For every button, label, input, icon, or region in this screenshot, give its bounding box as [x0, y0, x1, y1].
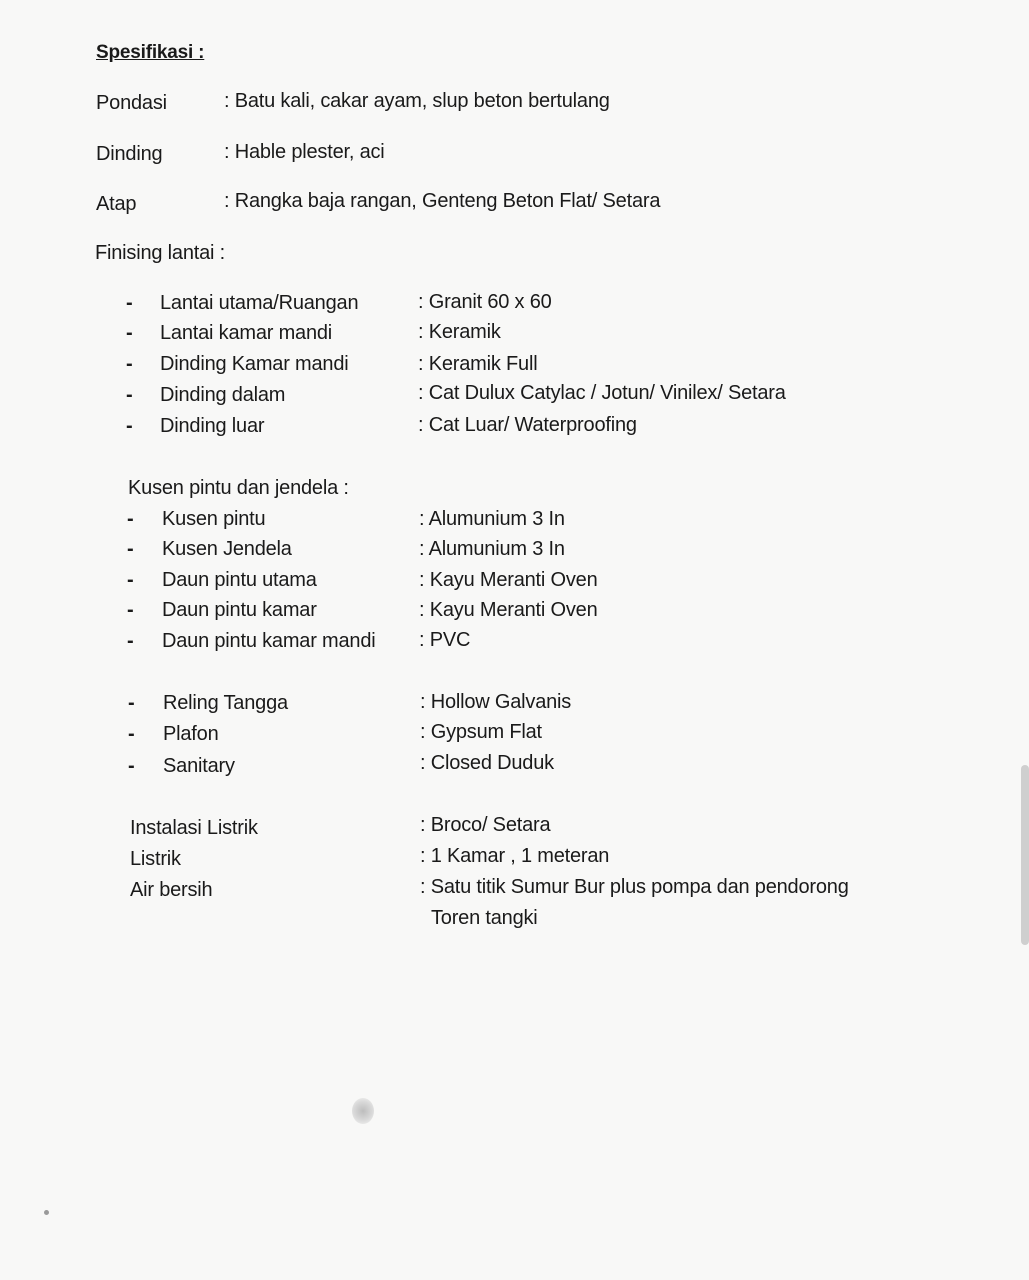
spec-value-atap: : Rangka baja rangan, Genteng Beton Flat/ Setara	[224, 190, 661, 212]
kusen-heading: Kusen pintu dan jendela :	[128, 477, 349, 499]
utility-value: : Satu titik Sumur Bur plus pompa dan pendorong	[420, 876, 849, 898]
kusen-value: : Alumunium 3 In	[419, 538, 565, 560]
utility-label: Instalasi Listrik	[130, 817, 258, 839]
list-bullet: -	[128, 755, 135, 777]
list-bullet: -	[127, 630, 134, 652]
kusen-value: : Kayu Meranti Oven	[419, 569, 598, 591]
other-label: Plafon	[163, 723, 219, 745]
list-bullet: -	[127, 599, 134, 621]
utility-label: Air bersih	[130, 879, 213, 901]
paper-smudge	[352, 1098, 374, 1124]
spec-label-pondasi: Pondasi	[96, 92, 167, 114]
other-value: : Gypsum Flat	[420, 721, 542, 743]
finishing-label: Dinding luar	[160, 415, 265, 437]
list-bullet: -	[126, 384, 133, 406]
list-bullet: -	[126, 322, 133, 344]
list-bullet: -	[126, 353, 133, 375]
list-bullet: -	[126, 292, 133, 314]
finishing-label: Lantai utama/Ruangan	[160, 292, 359, 314]
other-label: Sanitary	[163, 755, 235, 777]
scrollbar-thumb[interactable]	[1021, 765, 1029, 945]
other-value: : Hollow Galvanis	[420, 691, 572, 713]
kusen-label: Kusen Jendela	[162, 538, 292, 560]
spec-value-pondasi: : Batu kali, cakar ayam, slup beton bertulang	[224, 90, 610, 112]
kusen-label: Daun pintu utama	[162, 569, 317, 591]
list-bullet: -	[128, 723, 135, 745]
finishing-label: Dinding dalam	[160, 384, 286, 406]
other-value: : Closed Duduk	[420, 752, 554, 774]
spec-value-dinding: : Hable plester, aci	[224, 141, 385, 163]
utility-value: : 1 Kamar , 1 meteran	[420, 845, 610, 867]
finishing-value: : Cat Dulux Catylac / Jotun/ Vinilex/ Setara	[418, 382, 786, 404]
kusen-value: : Kayu Meranti Oven	[419, 599, 598, 621]
finishing-value: : Cat Luar/ Waterproofing	[418, 414, 637, 436]
utility-value: : Broco/ Setara	[420, 814, 551, 836]
spec-label-dinding: Dinding	[96, 143, 163, 165]
other-label: Reling Tangga	[163, 692, 288, 714]
finishing-value: : Granit 60 x 60	[418, 291, 552, 313]
document-title: Spesifikasi :	[96, 42, 205, 63]
kusen-label: Kusen pintu	[162, 508, 266, 530]
utility-value-continuation: Toren tangki	[431, 907, 538, 929]
kusen-value: : PVC	[419, 629, 471, 651]
kusen-label: Daun pintu kamar mandi	[162, 630, 376, 652]
finishing-heading: Finising lantai :	[95, 242, 225, 264]
list-bullet: -	[128, 692, 135, 714]
spec-label-atap: Atap	[96, 193, 137, 215]
list-bullet: -	[127, 538, 134, 560]
finishing-label: Dinding Kamar mandi	[160, 353, 349, 375]
finishing-label: Lantai kamar mandi	[160, 322, 333, 344]
utility-label: Listrik	[130, 848, 181, 870]
list-bullet: -	[127, 569, 134, 591]
paper-speck	[44, 1210, 49, 1215]
list-bullet: -	[126, 415, 133, 437]
finishing-value: : Keramik Full	[418, 353, 538, 375]
kusen-value: : Alumunium 3 In	[419, 508, 565, 530]
kusen-label: Daun pintu kamar	[162, 599, 317, 621]
list-bullet: -	[127, 508, 134, 530]
finishing-value: : Keramik	[418, 321, 501, 343]
